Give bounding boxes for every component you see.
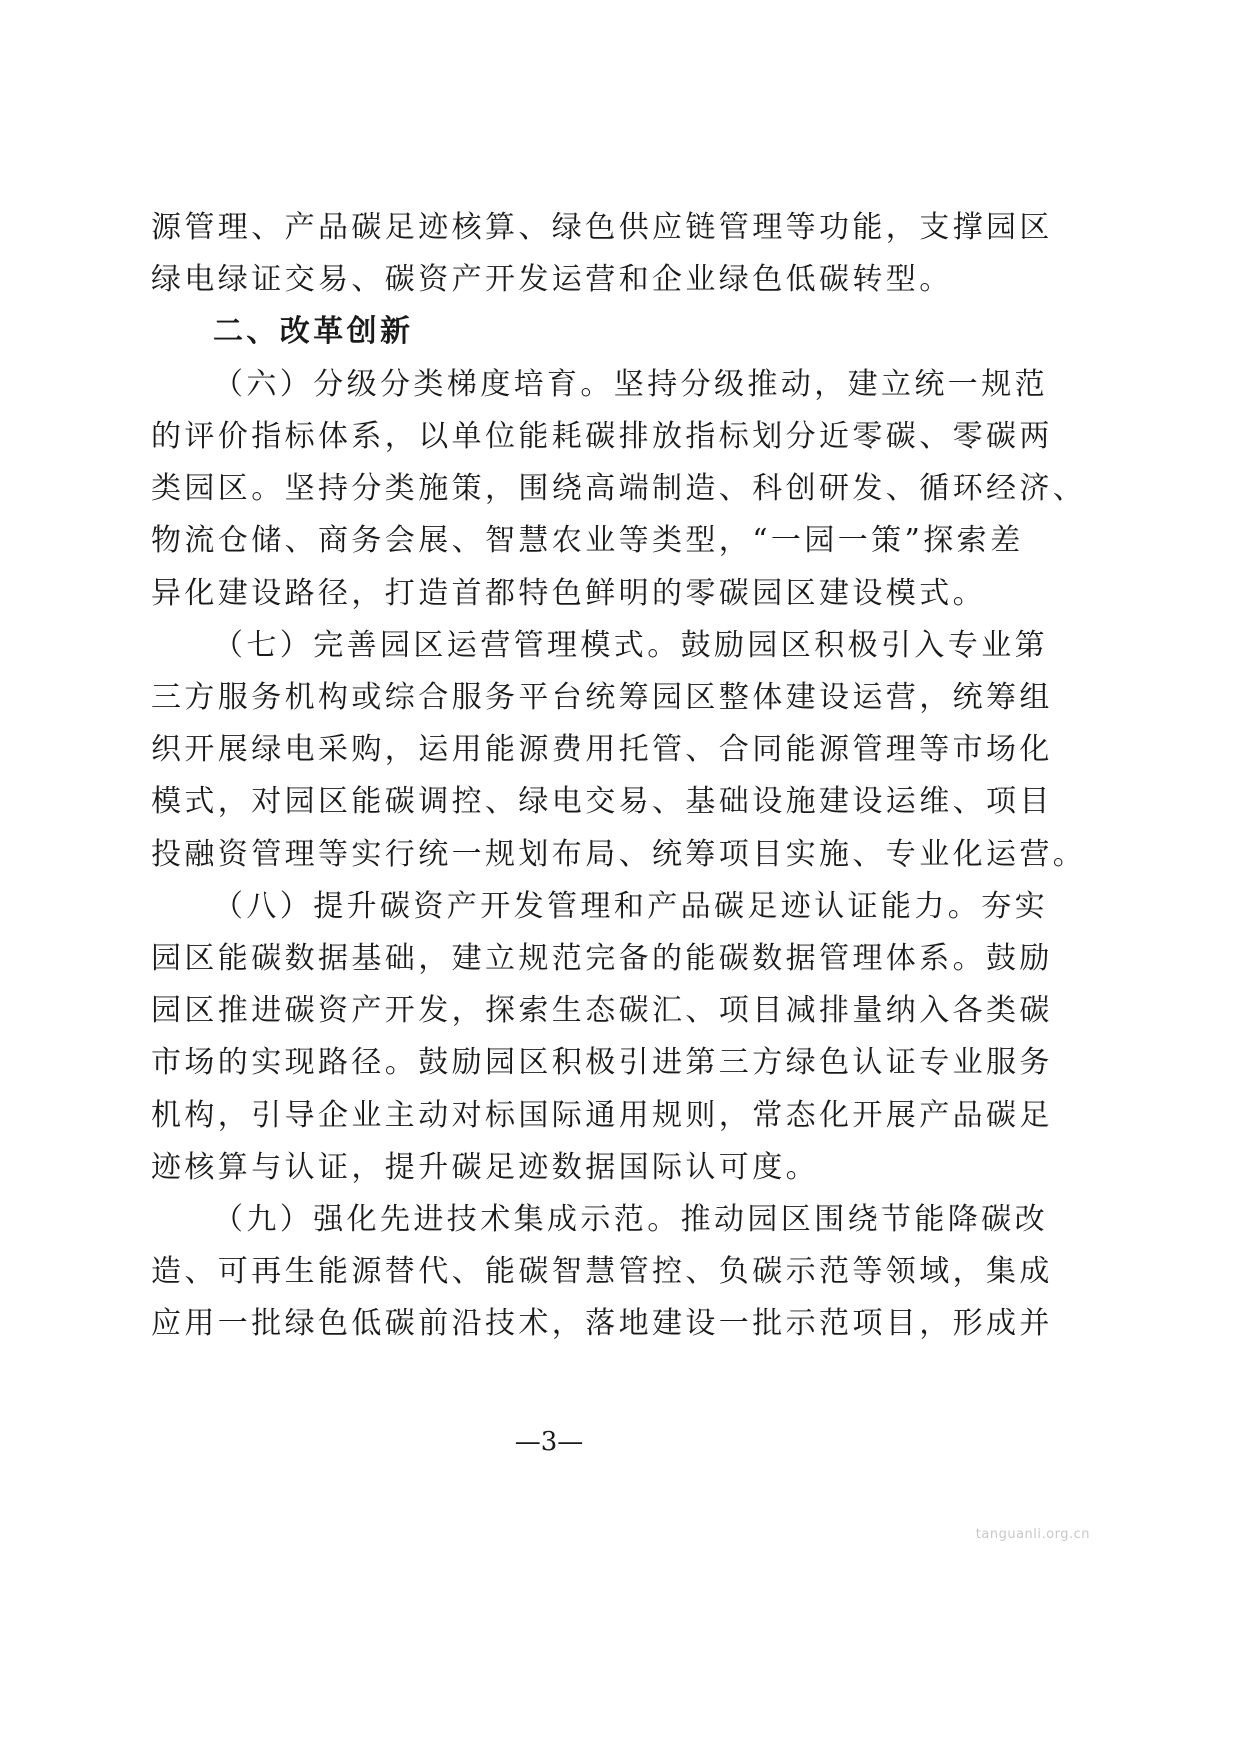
paragraph-first-line: （九）强化先进技术集成示范。推动园区围绕节能降碳改: [213, 1202, 1048, 1237]
body-text-line: 造、可再生能源替代、能碳智慧管控、负碳示范等领域，集成: [151, 1254, 1053, 1289]
body-text-line: 的评价指标体系，以单位能耗碳排放指标划分近零碳、零碳两: [151, 419, 1053, 454]
body-text-line: 物流仓储、商务会展、智慧农业等类型，“一园一策”探索差: [151, 523, 1024, 558]
body-text-line: 模式，对园区能碳调控、绿电交易、基础设施建设运维、项目: [151, 784, 1053, 819]
page-number: —3—: [514, 1427, 584, 1457]
body-text-line: 机构，引导企业主动对标国际通用规则，常态化开展产品碳足: [151, 1098, 1053, 1133]
body-text-line: 源管理、产品碳足迹核算、绿色供应链管理等功能，支撑园区: [151, 210, 1053, 245]
paragraph-first-line: （六）分级分类梯度培育。坚持分级推动，建立统一规范: [213, 367, 1048, 402]
body-text-line: 迹核算与认证，提升碳足迹数据国际认可度。: [151, 1150, 819, 1185]
body-text-line: 三方服务机构或综合服务平台统筹园区整体建设运营，统筹组: [151, 680, 1053, 715]
paragraph-first-line: （七）完善园区运营管理模式。鼓励园区积极引入专业第: [213, 628, 1048, 663]
body-text-line: 园区推进碳资产开发，探索生态碳汇、项目减排量纳入各类碳: [151, 993, 1053, 1028]
body-text-line: 市场的实现路径。鼓励园区积极引进第三方绿色认证专业服务: [151, 1045, 1053, 1080]
body-text-line: 类园区。坚持分类施策，围绕高端制造、科创研发、循环经济、: [151, 471, 1087, 506]
body-text-line: 绿电绿证交易、碳资产开发运营和企业绿色低碳转型。: [151, 262, 953, 297]
body-text-line: 应用一批绿色低碳前沿技术，落地建设一批示范项目，形成并: [151, 1306, 1053, 1341]
body-text-line: 织开展绿电采购，运用能源费用托管、合同能源管理等市场化: [151, 732, 1053, 767]
section-heading: 二、改革创新: [213, 314, 414, 349]
body-text-line: 投融资管理等实行统一规划布局、统筹项目实施、专业化运营。: [151, 837, 1087, 872]
paragraph-first-line: （八）提升碳资产开发管理和产品碳足迹认证能力。夯实: [213, 889, 1048, 924]
watermark: tanguanli.org.cn: [975, 1527, 1090, 1542]
body-text-line: 园区能碳数据基础，建立规范完备的能碳数据管理体系。鼓励: [151, 941, 1053, 976]
body-text-line: 异化建设路径，打造首都特色鲜明的零碳园区建设模式。: [151, 576, 986, 611]
